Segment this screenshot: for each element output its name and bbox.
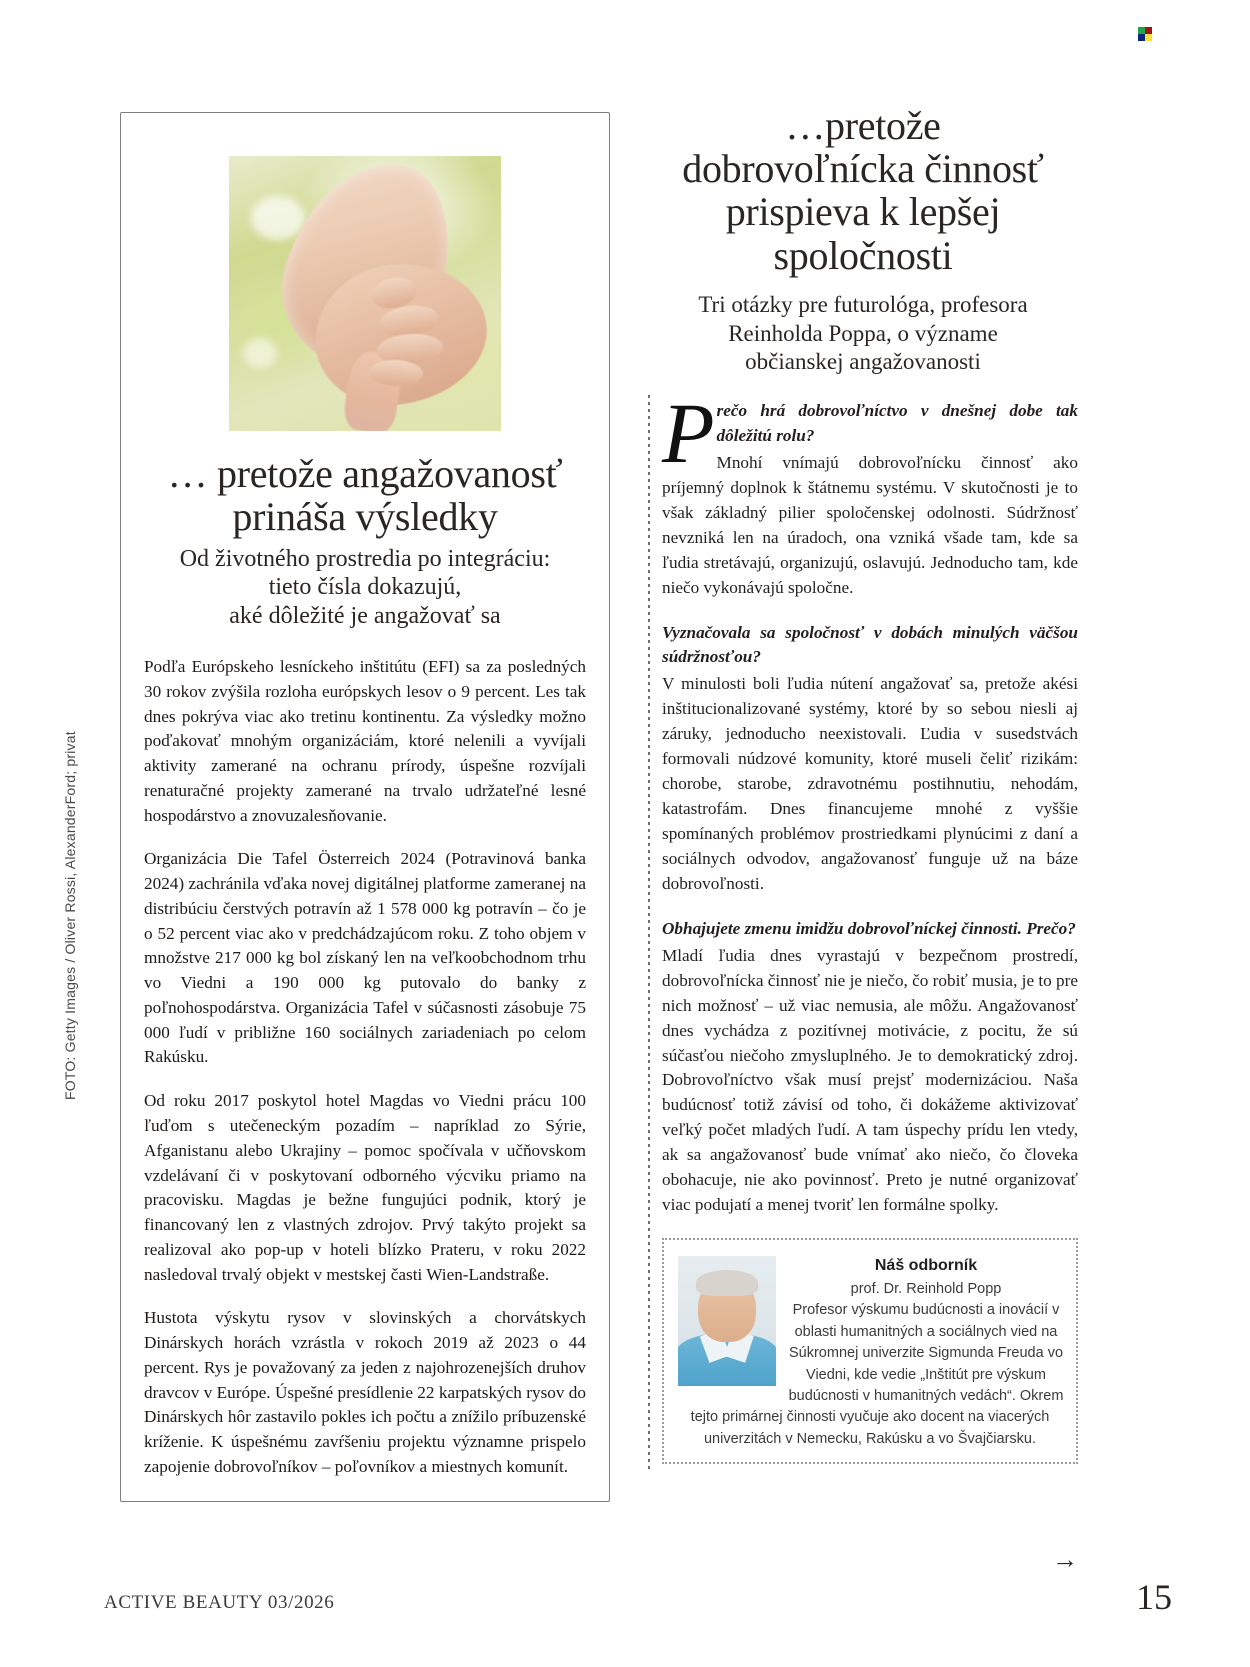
left-headline	[144, 453, 586, 539]
reg-swatch-red	[1145, 27, 1152, 34]
qa-item-3	[662, 917, 1078, 1218]
registration-mark	[1138, 27, 1152, 41]
right-subheadline	[648, 291, 1078, 377]
question-3: Obhajujete zmenu imidžu dobrovoľníckej činnosti. Prečo?	[662, 918, 1076, 938]
reg-swatch-yellow	[1145, 34, 1152, 41]
right-subheadline-line-2: Reinholda Poppa, o význame	[728, 320, 998, 346]
answer-3: Mladí ľudia dnes vyrastajú v bezpečnom prostredí, dobrovoľnícka činnosť nie je niečo, čo robiť musia, je to pre nich možnosť – už viac nemusia, ale môžu. Angažovanosť dnes vychádza z pozitívnej motivácie, z pocitu, že sú súčasťou niečoho zmysluplného. Je to demokratický zdroj. Dobrovoľníctvo však musí prejsť modernizáciou. Naša budúcnosť totiž závisí od toho, či dokážeme aktivizovať veľký počet mladých ľudí. A tam úspechy prídu len vtedy, ak sa angažovanosť bude vnímať ako niečo, čo človeka obohacuje, nie ako povinnosť. Preto je nutné organizovať viac podujatí a menej tvoriť len formálne spolky.	[662, 945, 1078, 1215]
answer-2: V minulosti boli ľudia nútení angažovať sa, pretože akési inštitucionalizované systémy, ktoré by so sebou niesli aj záruky, jednoducho neexistovali. Ľudia v susedstvách formovali núdzové komunity, ktoré museli čeliť rizikám: chorobe, starobe, zdravotnému postihnutiu, nehodám, katastrofám. Dnes financujeme mnohé z vyššie spomínaných problémov prostriedkami plynúcimi z daní a sociálnych odvodov, angažovanosť funguje už na báze dobrovoľnosti.	[662, 674, 1078, 893]
reg-swatch-green	[1138, 27, 1145, 34]
left-body-text	[144, 655, 586, 1480]
left-headline-line-1: … pretože angažovanosť	[167, 451, 563, 496]
left-article-box	[120, 112, 610, 1502]
expert-description: Profesor výskumu budúcnosti a inovácií v oblasti humanitných a sociálnych vied na Súkromnej univerzite Sigmunda Freuda vo Viedni, kde vedie „Inštitút pre výskum budúcnosti v humanitných vedách“. Okrem tejto primárnej činnosti vyučuje ako docent na viacerých univerzitách v Nemecku, Rakúsku a vo Švajčiarsku.	[690, 1302, 1064, 1447]
left-headline-line-2: prináša výsledky	[232, 493, 498, 539]
qa-item-2	[662, 621, 1078, 897]
page-number: 15	[1136, 1577, 1172, 1617]
expert-name: prof. Dr. Reinhold Popp	[850, 1280, 1002, 1297]
expert-info-box	[662, 1238, 1078, 1464]
reg-swatch-blue	[1138, 34, 1145, 41]
question-1: rečo hrá dobrovoľníctvo v dnešnej dobe tak dôležitú rolu?	[716, 401, 1078, 445]
right-article-column	[648, 103, 1078, 1574]
expert-box-title: Náš odborník	[874, 1257, 978, 1275]
dropcap-letter: P	[662, 385, 715, 481]
question-2: Vyznačovala sa spoločnosť v dobách minulých väčšou súdržnosťou?	[662, 622, 1078, 667]
left-subheadline	[144, 545, 586, 631]
left-paragraph-3: Od roku 2017 poskytol hotel Magdas vo Viedni prácu 100 ľuďom s utečeneckým pozadím – napríklad zo Sýrie, Afganistanu alebo Ukrajiny – pomoc spočívala v učňovskom vzdelávaní či v poskytovaní odborného výcviku priamo na pracovisku. Magdas je bežne fungujúci podnik, ktorý je financovaný len z vlastných zdrojov. Prvý takýto projekt sa realizoval ako pop-up v hoteli blízko Prateru, v roku 2022 nasledoval trvalý objekt v mestskej časti Wien-Landstraße.	[144, 1091, 586, 1284]
expert-portrait-photo	[678, 1256, 776, 1386]
left-subheadline-line-1: Od životného prostredia po integráciu:	[179, 545, 551, 572]
right-headline-line-4: spoločnosti	[773, 232, 953, 278]
qa-item-1	[662, 385, 1078, 601]
footer-magazine-title: ACTIVE BEAUTY 03/2026	[104, 1592, 335, 1613]
left-paragraph-1: Podľa Európskeho lesníckeho inštitútu (EFI) sa za posledných 30 rokov zvýšila rozloha európskych lesov o 9 percent. Les tak dnes pokrýva viac ako tretinu kontinentu. Za výsledky možno poďakovať mnohým organizáciám, ktoré nelenili a vyvíjali aktivity zamerané na ochranu prírody, úspešne rozvíjali renaturačné projekty zamerané na trvalo udržateľné lesné hospodárstvo a znovuzalesňovanie.	[144, 656, 586, 825]
left-paragraph-2: Organizácia Die Tafel Österreich 2024 (Potravinová banka 2024) zachránila vďaka novej digitálnej platforme zameranej na distribúciu čerstvých potravín až 1 578 000 kg potravín – čo je o 52 percent viac ako v predchádzajúcom roku. Z toho objem v množstve 217 000 kg bol získaný len na veľkoobchodnom trhu vo Viedni a 190 000 kg putovalo do banky z poľnohospodárstva. Organizácia Tafel v súčasnosti zásobuje 75 000 ľudí v približne 160 sociálnych zariadeniach po celom Rakúsku.	[144, 849, 586, 1067]
right-headline-line-1: …pretože	[785, 103, 941, 148]
right-headline	[648, 104, 1078, 277]
left-subheadline-line-3: aké dôležité je angažovať sa	[229, 603, 501, 630]
answer-1: Mnohí vnímajú dobrovoľnícku činnosť ako príjemný doplnok k štátnemu systému. V skutočnosti je to však základný pilier spoločenskej odolnosti. Súdržnosť nevzniká len na úradoch, ona vzniká všade tam, kde sa ľudia stretávajú, organizujú, oslavujú. Jednoducho tam, kde niečo vykonávajú spoločne.	[662, 452, 1078, 597]
right-headline-line-2: dobrovoľnícka činnosť	[682, 146, 1044, 192]
right-subheadline-line-1: Tri otázky pre futurológa, profesora	[698, 291, 1028, 317]
interview-qa-block	[648, 385, 1078, 1464]
photo-credit: FOTO: Getty Images / Oliver Rossi, AlexanderFord; privat	[62, 731, 78, 1100]
left-paragraph-4: Hustota výskytu rysov v slovinských a chorvátskych Dinárskych horách vzrástla v rokoch 2019 až 2023 o 44 percent. Rys je považovaný za jeden z najohrozenejších druhov dravcov v Európe. Úspešné presídlenie 22 karpatských rysov do Dinárskych hôr zastavilo pokles ich počtu a znížilo príbuzenské kríženie. K úspešnému zavŕšeniu projektu významne prispelo zapojenie dobrovoľníkov – poľovníkov a miestnych komunít.	[144, 1308, 586, 1476]
holding-hands-photo	[229, 156, 501, 431]
right-headline-line-3: prispieva k lepšej	[725, 189, 1001, 235]
next-page-arrow-icon[interactable]: →	[1052, 1545, 1078, 1574]
right-subheadline-line-3: občianskej angažovanosti	[745, 349, 981, 375]
left-subheadline-line-2: tieto čísla dokazujú,	[268, 574, 462, 601]
